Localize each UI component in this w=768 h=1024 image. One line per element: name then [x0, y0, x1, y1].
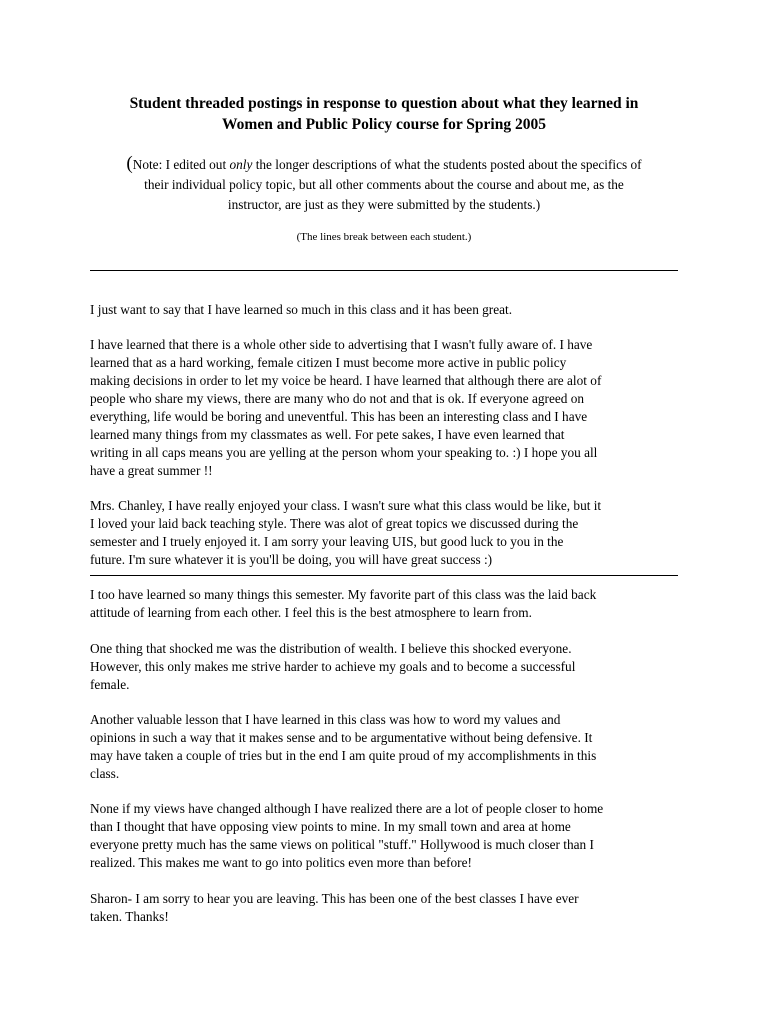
text-line: future. I'm sure whatever it is you'll be doing, you will have great success :)	[90, 552, 493, 567]
text-line: I too have learned so many things this semester. My favorite part of this class was the laid back	[90, 587, 597, 602]
note-open-paren: (	[126, 153, 133, 174]
text-line: None if my views have changed although I have realized there are a lot of people closer to home	[90, 801, 604, 816]
text-line: I have learned that there is a whole other side to advertising that I wasn't fully aware of. I have	[90, 337, 593, 352]
text-line: opinions in such a way that it makes sense and to be argumentative without being defensive. It	[90, 730, 593, 745]
title-line-1: Student threaded postings in response to question about what they learned in	[129, 95, 639, 112]
note-line-3: instructor, are just as they were submitted by the students.)	[227, 197, 541, 212]
text-line: everything, life would be boring and uneventful. This has been an interesting class and I have	[90, 409, 588, 424]
text-line: than I thought that have opposing view points to mine. In my small town and area at home	[90, 819, 571, 834]
text-line: One thing that shocked me was the distribution of wealth. I believe this shocked everyone.	[90, 641, 572, 656]
student2-paragraph-4	[90, 800, 678, 872]
text-line: Sharon- I am sorry to hear you are leaving. This has been one of the best classes I have ever	[90, 891, 579, 906]
text-line: class.	[90, 766, 120, 781]
note-line-1-after: the longer descriptions of what the students posted about the specifics of	[252, 157, 642, 172]
lines-break-note: (The lines break between each student.)	[296, 231, 472, 243]
student1-paragraph-3	[90, 497, 678, 569]
text-line: may have taken a couple of tries but in the end I am quite proud of my accomplishments in this	[90, 748, 597, 763]
text-line: learned that as a hard working, female citizen I must become more active in public policy	[90, 355, 567, 370]
text-line: However, this only makes me strive harder to achieve my goals and to become a successful	[90, 659, 576, 674]
text-line: semester and I truely enjoyed it. I am sorry your leaving UIS, but good luck to you in the	[90, 534, 564, 549]
student1-paragraph-1	[90, 301, 678, 319]
editor-note	[90, 154, 678, 215]
text-line: writing in all caps means you are yelling at the person whom your speaking to. :) I hope you all	[90, 445, 598, 460]
text-line: have a great summer !!	[90, 463, 213, 478]
student2-paragraph-3	[90, 711, 678, 783]
text-line: learned many things from my classmates as well. For pete sakes, I have even learned that	[90, 427, 565, 442]
note-line-2: their individual policy topic, but all other comments about the course and about me, as the	[144, 177, 624, 192]
text-line: taken. Thanks!	[90, 909, 169, 924]
text-line: people who share my views, there are many who do not and that is ok. If everyone agreed on	[90, 391, 585, 406]
text-line: realized. This makes me want to go into politics even more than before!	[90, 855, 472, 870]
text-line: making decisions in order to let my voice be heard. I have learned that although there are alot of	[90, 373, 602, 388]
student-divider	[90, 575, 678, 576]
student2-paragraph-2	[90, 640, 678, 694]
text-line: Mrs. Chanley, I have really enjoyed your class. I wasn't sure what this class would be like, but it	[90, 498, 602, 513]
title-line-2: Women and Public Policy course for Spring 2005	[222, 116, 546, 133]
note-line-1-emphasis: only	[229, 157, 253, 172]
text-line: female.	[90, 677, 130, 692]
note-line-1-before: Note: I edited out	[132, 157, 230, 172]
student2-paragraph-5	[90, 890, 678, 926]
text-line: I loved your laid back teaching style. There was alot of great topics we discussed during the	[90, 516, 579, 531]
section-divider-top	[90, 270, 678, 271]
text-line: everyone pretty much has the same views on political "stuff." Hollywood is much closer than I	[90, 837, 594, 852]
text-line: Another valuable lesson that I have learned in this class was how to word my values and	[90, 712, 561, 727]
student2-paragraph-1	[90, 586, 678, 622]
note-line-1	[90, 154, 678, 175]
text-line: attitude of learning from each other. I feel this is the best atmosphere to learn from.	[90, 605, 532, 620]
document-title	[90, 93, 678, 135]
student1-paragraph-2	[90, 336, 678, 480]
text-line: I just want to say that I have learned so much in this class and it has been great.	[90, 302, 513, 317]
